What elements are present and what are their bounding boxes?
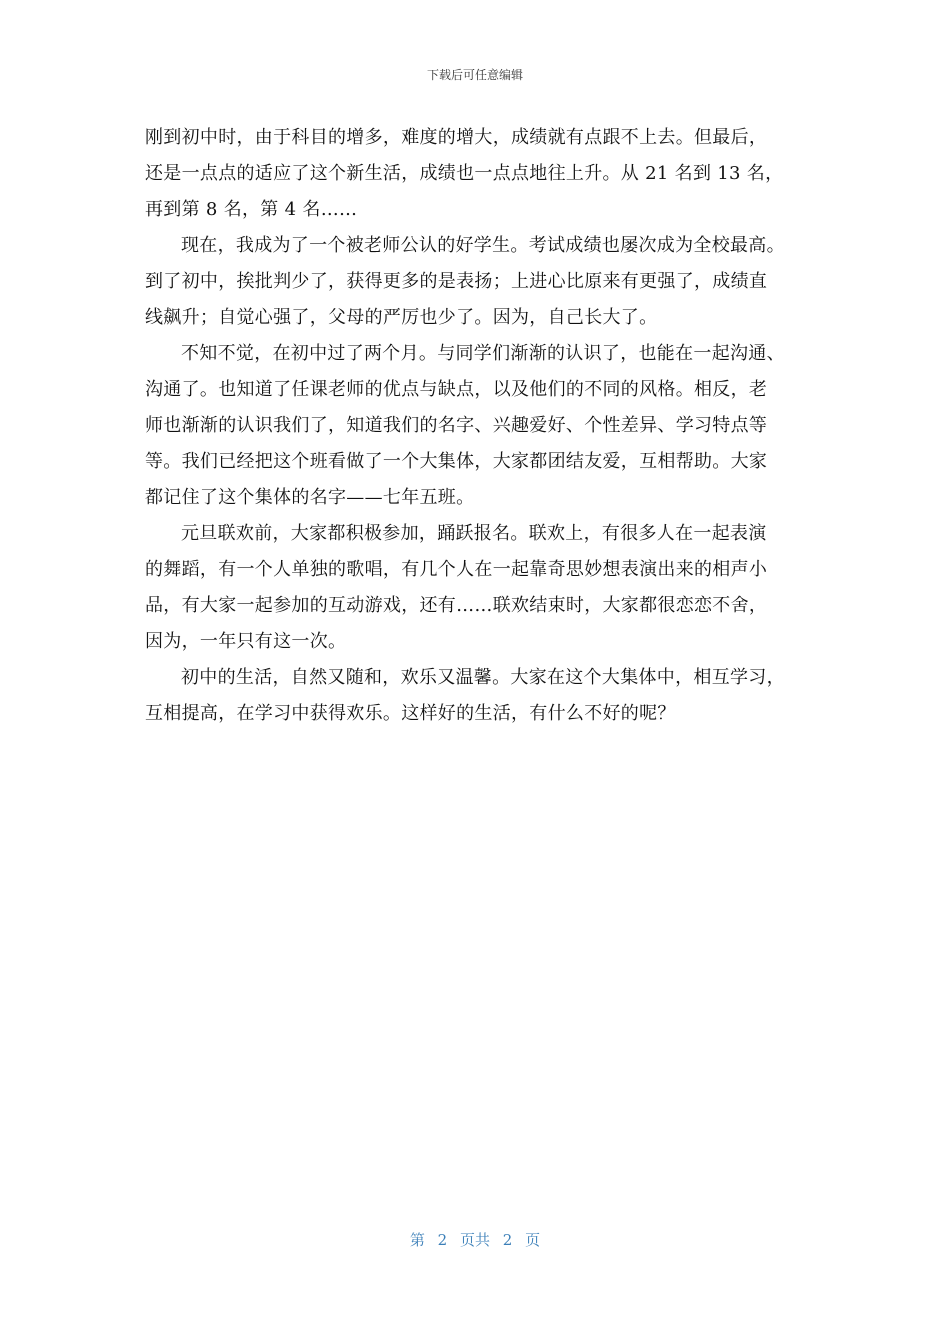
paragraph-line: 到了初中，挨批判少了，获得更多的是表扬；上进心比原来有更强了，成绩直 <box>145 271 768 292</box>
paragraph-line: 元旦联欢前，大家都积极参加，踊跃报名。联欢上，有很多人在一起表演 <box>181 523 767 544</box>
paragraph-line: 师也渐渐的认识我们了，知道我们的名字、兴趣爱好、个性差异、学习特点等 <box>145 415 768 436</box>
paragraph-line: 因为，一年只有这一次。 <box>145 631 347 652</box>
paragraph-line: 品，有大家一起参加的互动游戏，还有……联欢结束时，大家都很恋恋不舍， <box>145 595 768 616</box>
paragraph-line: 都记住了这个集体的名字——七年五班。 <box>145 487 475 508</box>
paragraph-line: 刚到初中时，由于科目的增多，难度的增大，成绩就有点跟不上去。但最后， <box>145 127 768 148</box>
document-body <box>145 120 810 732</box>
paragraph-line: 不知不觉，在初中过了两个月。与同学们渐渐的认识了，也能在一起沟通、 <box>181 343 785 364</box>
page-number-footer: 第 2 页共 2 页 <box>409 1231 541 1249</box>
paragraph-line: 等。我们已经把这个班看做了一个大集体，大家都团结友爱，互相帮助。大家 <box>145 451 768 472</box>
paragraph-line: 线飙升；自觉心强了，父母的严厉也少了。因为，自己长大了。 <box>145 307 658 328</box>
paragraph-line: 再到第 8 名，第 4 名…… <box>145 199 358 220</box>
page-header-note: 下载后可任意编辑 <box>426 68 523 82</box>
paragraph-line: 初中的生活，自然又随和，欢乐又温馨。大家在这个大集体中，相互学习， <box>181 667 785 688</box>
paragraph-line: 的舞蹈，有一个人单独的歌唱，有几个人在一起靠奇思妙想表演出来的相声小 <box>145 559 768 580</box>
paragraph-line: 互相提高，在学习中获得欢乐。这样好的生活，有什么不好的呢？ <box>145 703 676 724</box>
paragraph-line: 现在，我成为了一个被老师公认的好学生。考试成绩也屡次成为全校最高。 <box>181 235 785 256</box>
paragraph-line: 沟通了。也知道了任课老师的优点与缺点，以及他们的不同的风格。相反，老 <box>145 379 768 400</box>
paragraph-line: 还是一点点的适应了这个新生活，成绩也一点点地往上升。从 21 名到 13 名， <box>145 163 784 184</box>
